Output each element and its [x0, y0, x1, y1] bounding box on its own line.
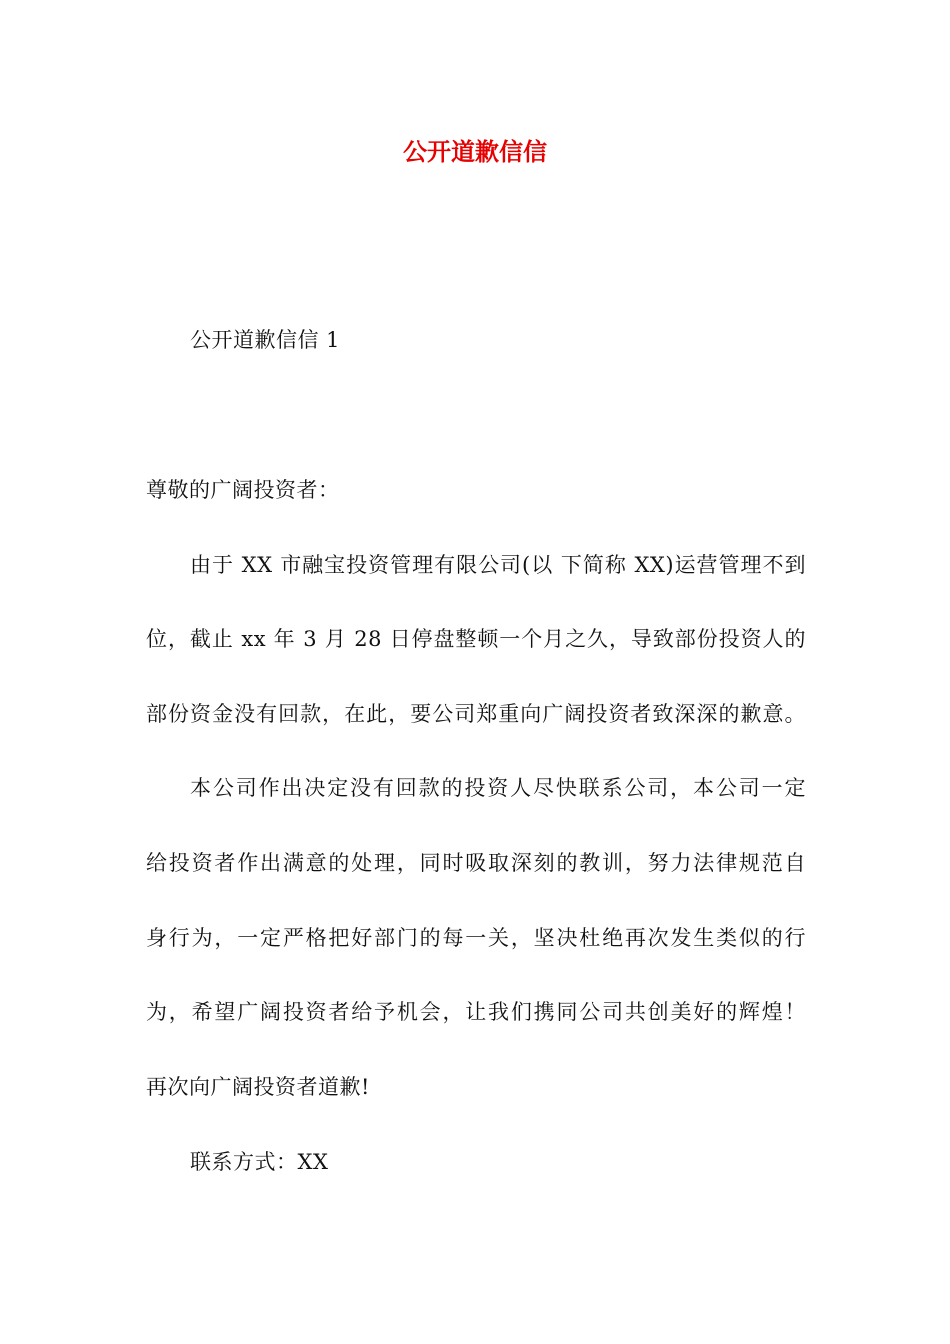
paragraph-2-line-4: 为，希望广阔投资者给予机会，让我们携同公司共创美好的辉煌！	[146, 1000, 806, 1024]
paragraph-1-line-3: 部份资金没有回款，在此，要公司郑重向广阔投资者致深深的歉意。	[146, 702, 806, 726]
paragraph-2-line-2: 给投资者作出满意的处理，同时吸取深刻的教训，努力法律规范自	[146, 851, 806, 875]
paragraph-2-line-5: 再次向广阔投资者道歉!	[146, 1075, 370, 1099]
contact-line: 联系方式：XX	[190, 1150, 329, 1174]
paragraph-2-line-3: 身行为，一定严格把好部门的每一关，坚决杜绝再次发生类似的行	[146, 926, 806, 950]
section-heading: 公开道歉信信 1	[190, 328, 341, 352]
paragraph-1-line-2: 位，截止 xx 年 3 月 28 日停盘整顿一个月之久，导致部份投资人的	[146, 627, 806, 651]
salutation: 尊敬的广阔投资者：	[146, 478, 340, 502]
paragraph-1-line-1: 由于 XX 市融宝投资管理有限公司(以 下简称 XX)运营管理不到	[190, 553, 806, 577]
document-title: 公开道歉信信	[403, 138, 547, 166]
paragraph-2-line-1: 本公司作出决定没有回款的投资人尽快联系公司，本公司一定	[190, 776, 806, 800]
